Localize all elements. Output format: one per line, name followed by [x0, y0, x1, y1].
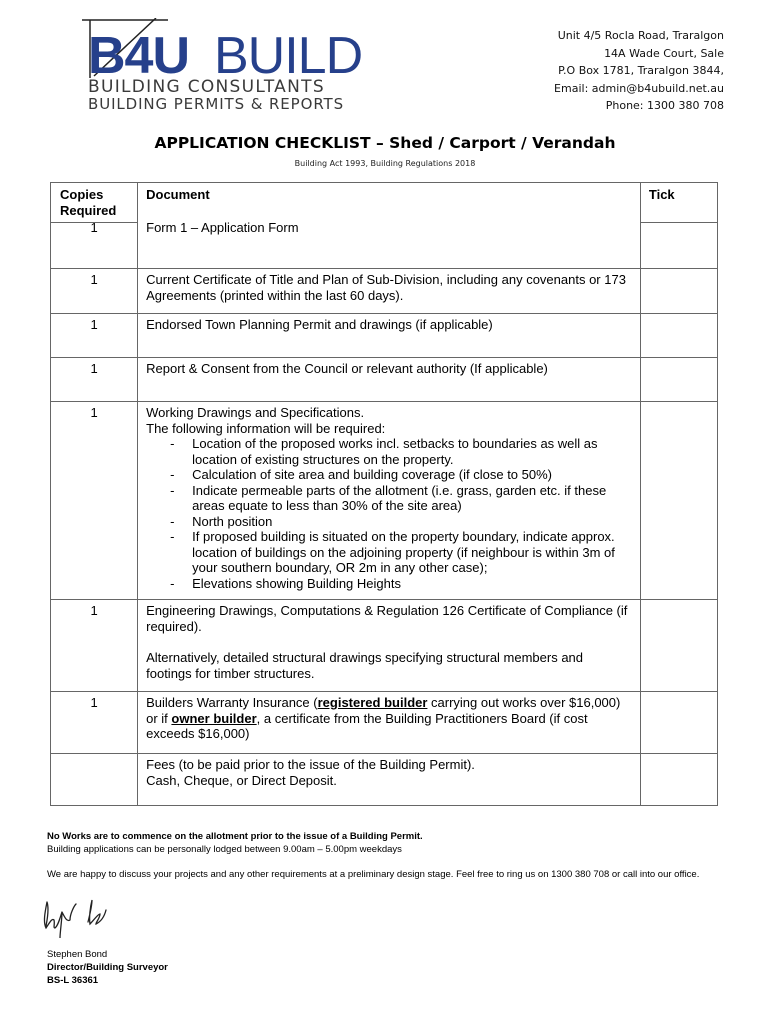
logo-tagline-2: BUILDING PERMITS & REPORTS — [88, 95, 345, 113]
table-row — [51, 692, 718, 754]
tick-box[interactable] — [640, 600, 717, 692]
registered-builder-emphasis: registered builder — [317, 695, 428, 710]
copies-cell: 1 — [51, 269, 138, 314]
table-row — [51, 223, 718, 269]
page-subtitle: Building Act 1993, Building Regulations 2018 — [294, 159, 476, 168]
address-phone: Phone: 1300 380 708 — [605, 99, 724, 112]
table-row — [51, 269, 718, 314]
tick-box[interactable] — [640, 402, 717, 600]
address-email: Email: admin@b4ubuild.net.au — [554, 81, 724, 95]
copies-cell: 1 — [51, 600, 138, 692]
logo-brand-light: BUILD — [214, 27, 363, 85]
document-cell: Endorsed Town Planning Permit and drawings (if applicable) — [138, 314, 641, 358]
working-drawings-intro: The following information will be required: — [146, 420, 386, 436]
table-row — [51, 402, 718, 600]
document-cell — [138, 600, 641, 692]
company-address — [554, 27, 724, 115]
tick-box[interactable] — [640, 358, 717, 402]
document-cell: Report & Consent from the Council or relevant authority (If applicable) — [138, 358, 641, 402]
table-row — [51, 600, 718, 692]
tick-box[interactable] — [640, 754, 717, 806]
copies-cell: 1 — [51, 692, 138, 754]
copies-cell: 1 — [51, 223, 138, 269]
copies-cell: 1 — [51, 402, 138, 600]
list-item: - If proposed building is situated on the property boundary, indicate approx. location of buildings on the adjoining property (if neighbour is within 3m of your southern boundary, OR 2m in any other case); — [170, 529, 615, 575]
header-tick: Tick — [640, 183, 717, 223]
address-line-3: P.O Box 1781, Traralgon 3844, — [558, 64, 724, 77]
handwritten-signature — [40, 898, 120, 938]
requirements-list — [146, 436, 632, 591]
list-item: - Indicate permeable parts of the allotment (i.e. grass, garden etc. if these areas equate to less than 30% of the site area) — [170, 482, 607, 513]
document-cell — [138, 754, 641, 806]
table-header-row — [51, 183, 718, 223]
owner-builder-emphasis: owner builder — [171, 710, 257, 726]
table-row — [51, 754, 718, 806]
copies-cell — [51, 754, 138, 806]
tick-box[interactable] — [640, 223, 717, 269]
warranty-text: Builders Warranty Insurance (registered builder carrying out works over $16,000) or if owner builder, a certificate from the Building Practitioners Board (if cost exceeds $16,000) — [146, 695, 621, 741]
checklist-table — [50, 182, 718, 806]
signatory-title: Director/Building Surveyor — [47, 962, 168, 973]
document-cell: Form 1 – Application Form — [138, 223, 641, 269]
contact-invitation: We are happy to discuss your projects and any other requirements at a preliminary design stage. Feel free to ring us on 1300 380 708 or call into our office. — [47, 869, 700, 880]
tick-box[interactable] — [640, 314, 717, 358]
engineering-text: Engineering Drawings, Computations & Regulation 126 Certificate of Compliance (if required). — [146, 603, 628, 634]
logo-tagline-1: BUILDING CONSULTANTS — [88, 77, 325, 97]
header-copies: Copies Required — [51, 183, 138, 223]
working-drawings-heading: Working Drawings and Specifications. — [146, 405, 365, 420]
header-document: Document — [138, 183, 641, 223]
copies-cell: 1 — [51, 314, 138, 358]
tick-box[interactable] — [640, 269, 717, 314]
document-cell — [138, 402, 641, 600]
address-line-1: Unit 4/5 Rocla Road, Traralgon — [557, 29, 724, 42]
signatory-licence: BS-L 36361 — [47, 975, 99, 986]
page-title: APPLICATION CHECKLIST – Shed / Carport / Verandah — [154, 134, 616, 152]
company-logo — [80, 18, 380, 118]
payment-methods: Cash, Cheque, or Direct Deposit. — [146, 772, 337, 788]
logo-brand-bold: B4U — [88, 27, 190, 85]
copies-cell: 1 — [51, 358, 138, 402]
list-item: - Calculation of site area and building coverage (if close to 50%) — [170, 467, 552, 482]
table-row — [51, 358, 718, 402]
list-item: - North position — [170, 513, 273, 529]
engineering-alternative: Alternatively, detailed structural drawings specifying structural members and footings for timber structures. — [146, 650, 584, 681]
address-line-2: 14A Wade Court, Sale — [604, 46, 724, 60]
fees-text: Fees (to be paid prior to the issue of the Building Permit). — [146, 757, 475, 772]
list-item: - Elevations showing Building Heights — [170, 575, 401, 591]
signatory-name: Stephen Bond — [47, 949, 108, 960]
document-cell — [138, 692, 641, 754]
lodgement-hours: Building applications can be personally lodged between 9.00am – 5.00pm weekdays — [47, 844, 402, 855]
tick-box[interactable] — [640, 692, 717, 754]
document-cell: Current Certificate of Title and Plan of Sub-Division, including any covenants or 173 Agreements (printed within the last 60 days). — [138, 269, 641, 314]
no-works-notice: No Works are to commence on the allotment prior to the issue of a Building Permit. — [47, 831, 423, 842]
table-row — [51, 314, 718, 358]
list-item: - Location of the proposed works incl. setbacks to boundaries as well as location of existing structures on the property. — [170, 436, 598, 467]
